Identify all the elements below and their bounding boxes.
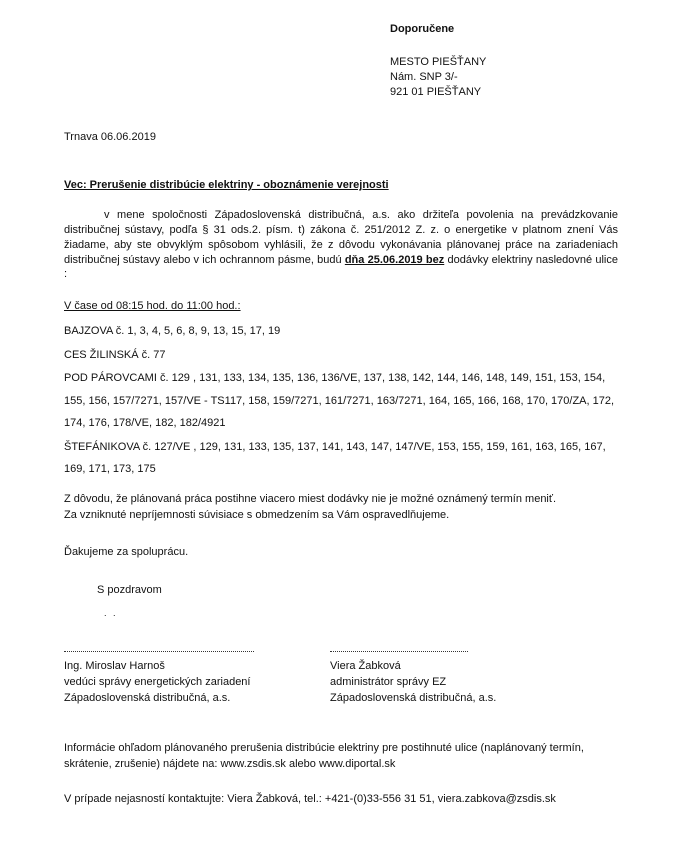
recipient-street: Nám. SNP 3/-	[390, 70, 458, 83]
letter-date: Trnava 06.06.2019	[64, 131, 156, 143]
recipient-name: MESTO PIEŠŤANY	[390, 55, 487, 68]
signer-role: vedúci správy energetických zariadení	[64, 676, 251, 688]
letter-subject: Vec: Prerušenie distribúcie elektriny - oboznámenie verejnosti	[64, 179, 389, 191]
street-item: CES ŽILINSKÁ č. 77	[64, 348, 166, 361]
reason-paragraph	[64, 491, 624, 523]
intro-text-after: dodávky elektriny nasledovné ulice :	[64, 253, 618, 281]
street-item: POD PÁROVCAMI č. 129 , 131, 133, 134, 135, 136, 136/VE, 137, 138, 142, 144, 146, 148, 149, 151, 153, 154, 155, 156, 157/7271, 157/VE - TS117, 158, 159/7271, 161/7271, 163/7271, 164, 165, 166, 168, 170, 170/ZA, 172, 174, 176, 178/VE, 182, 182/4921	[64, 372, 615, 429]
street-list	[64, 320, 620, 482]
signature-line	[64, 645, 254, 652]
signer-company: Západoslovenská distribučná, a.s.	[64, 692, 231, 704]
signer-role: administrátor správy EZ	[330, 676, 447, 688]
signature-mark: . .	[104, 608, 118, 618]
intro-text-before: v mene spoločnosti Západoslovenská distribučná, a.s. ako držiteľa povolenia na prevádzkovanie distribučnej sústavy, podľa § 31 ods.2. písm. t) zákona č. 251/2012 Z. z. o energetike v platnom znení Vás žiadame, aby ste obvyklým spôsobom vyhlásili, že z dôvodu vykonávania plánovanej práce na zariadeniach distribučnej sústavy alebo v ich ochrannom pásme, budú	[64, 209, 618, 266]
recipient-block	[390, 22, 486, 99]
contact-line: V prípade nejasností kontaktujte: Viera Žabková, tel.: +421-(0)33-556 31 51, viera.zabkova@zsdis.sk	[64, 793, 556, 805]
signature-line	[330, 645, 468, 652]
info-paragraph: Informácie ohľadom plánovaného prerušenia distribúcie elektriny pre postihnuté ulice (naplánovaný termín, skrátenie, zrušenie) nájdete na: www.zsdis.sk alebo www.diportal.sk	[64, 742, 584, 770]
greeting: S pozdravom	[97, 584, 162, 596]
reason-line: Z dôvodu, že plánovaná práca postihne viacero miest dodávky nie je možné oznámený termín meniť.	[64, 493, 557, 505]
time-window: V čase od 08:15 hod. do 11:00 hod.:	[64, 300, 241, 312]
outage-date: dňa 25.06.2019 bez	[344, 253, 445, 266]
signer-name: Viera Žabková	[330, 660, 401, 672]
signature-block-1	[64, 645, 254, 706]
street-item: ŠTEFÁNIKOVA č. 127/VE , 129, 131, 133, 135, 137, 141, 143, 147, 147/VE, 153, 155, 159, 161, 163, 165, 167, 169, 171, 173, 175	[64, 440, 606, 475]
recipient-city: 921 01 PIEŠŤANY	[390, 85, 482, 98]
intro-paragraph	[64, 208, 618, 282]
delivery-type: Doporučene	[390, 23, 455, 35]
signature-block-2	[330, 645, 496, 706]
apology-line: Za vzniknuté nepríjemnosti súvisiace s obmedzením sa Vám ospravedlňujeme.	[64, 509, 450, 521]
street-item: BAJZOVA č. 1, 3, 4, 5, 6, 8, 9, 13, 15, 17, 19	[64, 325, 281, 337]
thanks-line: Ďakujeme za spoluprácu.	[64, 546, 189, 558]
signer-company: Západoslovenská distribučná, a.s.	[330, 692, 497, 704]
signer-name: Ing. Miroslav Harnoš	[64, 660, 165, 672]
